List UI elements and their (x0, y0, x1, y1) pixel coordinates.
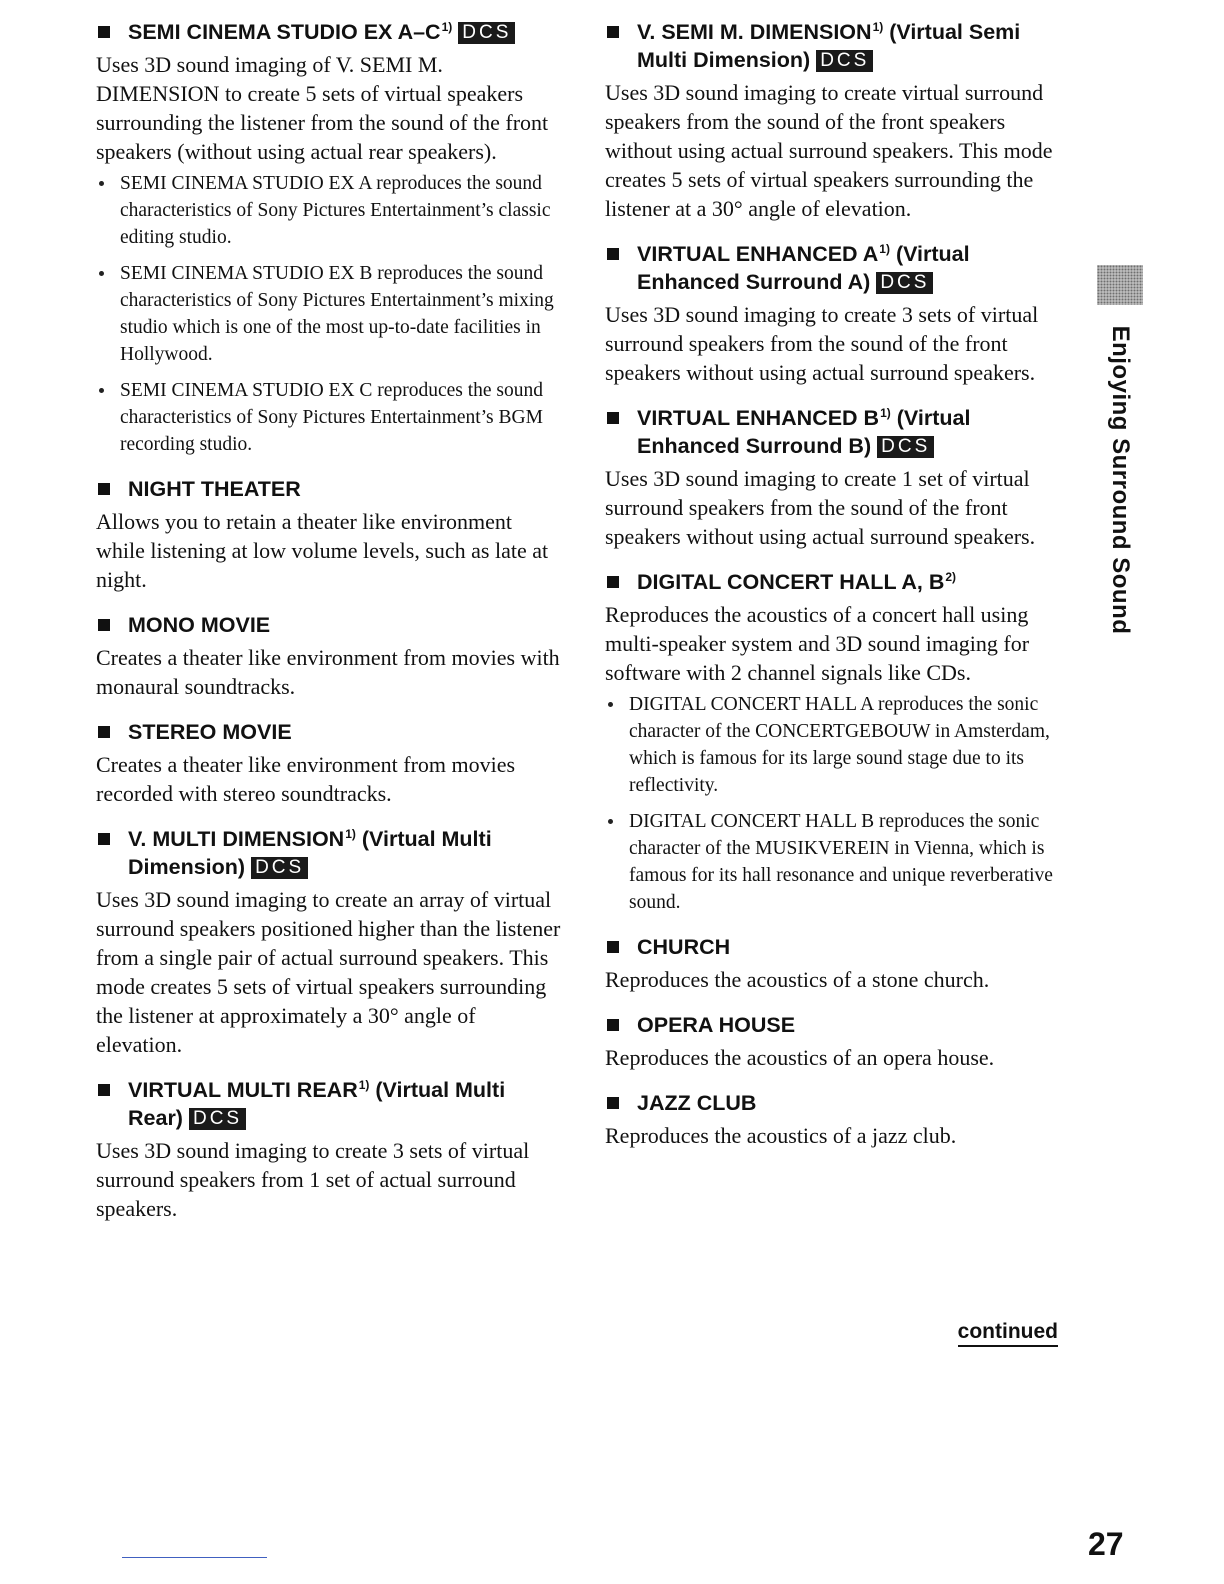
continued-label: continued (958, 1320, 1058, 1347)
section-heading (96, 18, 566, 46)
mode-section (96, 475, 566, 594)
square-bullet-icon (98, 726, 110, 738)
heading-subtitle: (Virtual Multi Dimension) (128, 827, 492, 879)
heading-subtitle: (Virtual Multi Rear) (128, 1078, 506, 1130)
section-body: Creates a theater like environment from movies recorded with stereo soundtracks. (96, 752, 516, 806)
heading-subtitle: (Virtual Semi Multi Dimension) (637, 20, 1021, 72)
list-item-text: DIGITAL CONCERT HALL A reproduces the sonic character of the CONCERTGEBOUW in Amsterdam, which is famous for its large sound stage due to its reflectivity. (629, 694, 1050, 796)
footer-rule (122, 1557, 267, 1558)
section-heading (96, 611, 566, 639)
list-item-text: SEMI CINEMA STUDIO EX C reproduces the sound characteristics of Sony Pictures Entertainment’s BGM recording studio. (120, 380, 544, 455)
square-bullet-icon (98, 26, 110, 38)
heading-title: DIGITAL CONCERT HALL A, B (637, 570, 945, 594)
bullet-dot-icon (608, 819, 613, 824)
mode-section (96, 718, 566, 808)
heading-title: MONO MOVIE (128, 613, 271, 637)
section-body: Uses 3D sound imaging to create 1 set of virtual surround speakers from the sound of the front speakers without using actual surround speakers. (605, 466, 1036, 549)
section-heading (605, 568, 1075, 596)
heading-subtitle: (Virtual Enhanced Surround A) (637, 242, 970, 294)
square-bullet-icon (607, 576, 619, 588)
list-item (96, 377, 566, 458)
mode-section (605, 404, 1075, 551)
heading-title: V. SEMI M. DIMENSION (637, 20, 872, 44)
heading-title: VIRTUAL ENHANCED B (637, 406, 880, 430)
mode-section (605, 933, 1075, 994)
heading-title: VIRTUAL MULTI REAR (128, 1078, 358, 1102)
heading-title: STEREO MOVIE (128, 720, 292, 744)
section-body: Reproduces the acoustics of a concert hall using multi-speaker system and 3D sound imaging for software with 2 channel signals like CDs. (605, 602, 1030, 685)
section-body: Uses 3D sound imaging to create 3 sets of virtual surround speakers from the sound of the front speakers without using actual surround speakers. (605, 302, 1039, 385)
bullet-dot-icon (99, 181, 104, 186)
page-number: 27 (1088, 1526, 1124, 1562)
section-body: Allows you to retain a theater like environment while listening at low volume levels, such as late at night. (96, 509, 549, 592)
list-item (605, 808, 1075, 916)
dcs-badge: DCS (251, 857, 308, 879)
mode-section (605, 1089, 1075, 1150)
dcs-badge: DCS (189, 1108, 246, 1130)
list-item (96, 170, 566, 251)
section-body: Creates a theater like environment from movies with monaural soundtracks. (96, 645, 560, 699)
section-body: Reproduces the acoustics of a stone church. (605, 967, 990, 992)
mode-section (96, 1076, 566, 1223)
left-column (96, 18, 566, 1240)
section-heading (605, 18, 1075, 74)
bullet-dot-icon (608, 702, 613, 707)
mode-section (605, 240, 1075, 387)
square-bullet-icon (98, 619, 110, 631)
dcs-badge: DCS (877, 436, 934, 458)
section-body: Reproduces the acoustics of an opera house. (605, 1045, 995, 1070)
section-heading (96, 1076, 566, 1132)
square-bullet-icon (98, 1084, 110, 1096)
section-body: Uses 3D sound imaging to create an array of virtual surround speakers positioned higher than the listener from a single pair of actual surround speakers. This mode creates 5 sets of virtual speakers surrounding the listener at approximately a 30° angle of elevation. (96, 887, 561, 1057)
square-bullet-icon (607, 26, 619, 38)
footnote-marker: 1) (441, 20, 453, 34)
section-heading (96, 475, 566, 503)
heading-title: VIRTUAL ENHANCED A (637, 242, 879, 266)
heading-title: CHURCH (637, 935, 731, 959)
list-item (605, 691, 1075, 799)
heading-title: NIGHT THEATER (128, 477, 301, 501)
mode-section (605, 18, 1075, 223)
square-bullet-icon (98, 483, 110, 495)
mode-section (96, 611, 566, 701)
footnote-marker: 1) (872, 20, 884, 34)
bullet-list (96, 170, 566, 458)
square-bullet-icon (607, 941, 619, 953)
heading-title: V. MULTI DIMENSION (128, 827, 345, 851)
list-item-text: SEMI CINEMA STUDIO EX A reproduces the sound characteristics of Sony Pictures Entertainment’s classic editing studio. (120, 173, 551, 248)
bullet-dot-icon (99, 271, 104, 276)
chapter-tab-marker (1097, 265, 1143, 305)
section-body: Uses 3D sound imaging to create 3 sets of virtual surround speakers from 1 set of actual surround speakers. (96, 1138, 530, 1221)
section-body: Reproduces the acoustics of a jazz club. (605, 1123, 957, 1148)
section-heading (605, 1089, 1075, 1117)
bullet-dot-icon (99, 388, 104, 393)
mode-section (96, 825, 566, 1059)
square-bullet-icon (607, 248, 619, 260)
section-heading (605, 404, 1075, 460)
footnote-marker: 1) (358, 1078, 370, 1092)
section-body: Uses 3D sound imaging of V. SEMI M. DIMENSION to create 5 sets of virtual speakers surrounding the listener from the sound of the front speakers (without using actual rear speakers). (96, 52, 549, 164)
heading-title: JAZZ CLUB (637, 1091, 757, 1115)
square-bullet-icon (607, 412, 619, 424)
dcs-badge: DCS (458, 22, 515, 44)
list-item (96, 260, 566, 368)
mode-section (605, 1011, 1075, 1072)
section-heading (605, 1011, 1075, 1039)
mode-section (605, 568, 1075, 916)
chapter-side-label: Enjoying Surround Sound (1107, 325, 1134, 635)
section-heading (96, 718, 566, 746)
dcs-badge: DCS (876, 272, 933, 294)
heading-title: SEMI CINEMA STUDIO EX A–C (128, 20, 441, 44)
dcs-badge: DCS (816, 50, 873, 72)
footnote-marker: 1) (880, 406, 891, 420)
footnote-marker: 2) (945, 570, 957, 584)
square-bullet-icon (607, 1097, 619, 1109)
square-bullet-icon (607, 1019, 619, 1031)
footnote-marker: 1) (345, 827, 356, 841)
square-bullet-icon (98, 833, 110, 845)
section-heading (605, 240, 1075, 296)
section-heading (605, 933, 1075, 961)
section-heading (96, 825, 566, 881)
list-item-text: DIGITAL CONCERT HALL B reproduces the sonic character of the MUSIKVEREIN in Vienna, which is famous for its hall resonance and unique reverberative sound. (629, 811, 1053, 913)
heading-subtitle: (Virtual Enhanced Surround B) (637, 406, 971, 458)
footnote-marker: 1) (879, 242, 890, 256)
heading-title: OPERA HOUSE (637, 1013, 796, 1037)
section-body: Uses 3D sound imaging to create virtual surround speakers from the sound of the front speakers without using actual surround speakers. This mode creates 5 sets of virtual speakers surrounding the listener at a 30° angle of elevation. (605, 80, 1053, 221)
list-item-text: SEMI CINEMA STUDIO EX B reproduces the sound characteristics of Sony Pictures Entertainment’s mixing studio which is one of the most up-to-date facilities in Hollywood. (120, 263, 554, 365)
bullet-list (605, 691, 1075, 916)
mode-section (96, 18, 566, 458)
right-column (605, 18, 1075, 1167)
